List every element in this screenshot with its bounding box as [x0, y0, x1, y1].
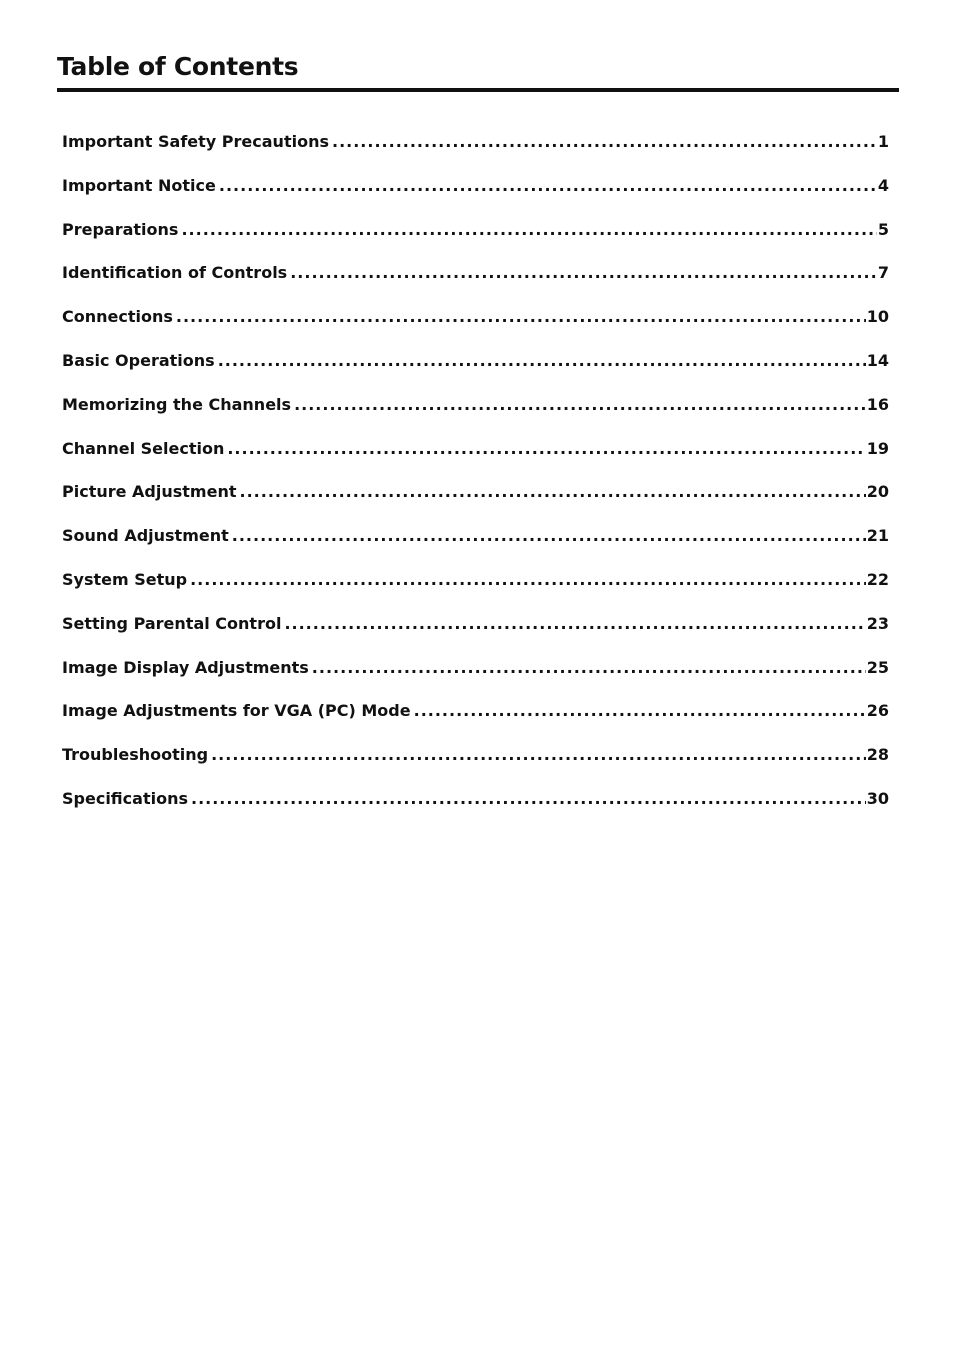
toc-entry[interactable] [62, 130, 889, 174]
toc-entry[interactable] [62, 349, 889, 393]
page-title: Table of Contents [57, 52, 299, 81]
toc-entry-title: Image Display Adjustments [62, 657, 309, 677]
title-divider [57, 88, 899, 92]
dot-leader [190, 568, 866, 592]
toc-entry-title: Image Adjustments for VGA (PC) Mode [62, 701, 411, 721]
dot-leader [232, 524, 866, 548]
dot-leader [312, 656, 866, 680]
toc-entry[interactable] [62, 480, 889, 524]
toc-entry[interactable] [62, 699, 889, 743]
toc-entry[interactable] [62, 261, 889, 305]
toc-entry-title: Identification of Controls [62, 263, 288, 283]
dot-leader [332, 130, 877, 154]
toc-entry[interactable] [62, 787, 889, 831]
dot-leader [191, 787, 866, 811]
toc-entry-page: 10 [866, 307, 889, 327]
toc-entry-page: 26 [866, 701, 889, 721]
toc-entry-page: 14 [866, 350, 889, 370]
dot-leader [218, 349, 866, 373]
toc-entry[interactable] [62, 174, 889, 218]
toc-entry-page: 16 [866, 394, 889, 414]
toc-entry-page: 20 [866, 482, 889, 502]
toc-entry[interactable] [62, 524, 889, 568]
toc-list [62, 130, 889, 831]
toc-entry[interactable] [62, 393, 889, 437]
toc-entry[interactable] [62, 218, 889, 262]
toc-entry-title: System Setup [62, 569, 188, 589]
dot-leader [284, 612, 865, 636]
toc-entry-page: 25 [866, 657, 889, 677]
toc-entry[interactable] [62, 612, 889, 656]
dot-leader [414, 699, 866, 723]
toc-entry-title: Preparations [62, 219, 179, 239]
dot-leader [240, 480, 866, 504]
toc-entry-title: Basic Operations [62, 350, 215, 370]
toc-entry[interactable] [62, 743, 889, 787]
toc-entry[interactable] [62, 568, 889, 612]
dot-leader [294, 393, 866, 417]
dot-leader [219, 174, 877, 198]
toc-entry-title: Picture Adjustment [62, 482, 237, 502]
dot-leader [290, 261, 877, 285]
dot-leader [176, 305, 866, 329]
toc-entry-page: 21 [866, 526, 889, 546]
toc-entry-page: 23 [866, 613, 889, 633]
toc-entry-page: 4 [877, 175, 889, 195]
toc-entry[interactable] [62, 305, 889, 349]
dot-leader [181, 218, 876, 242]
toc-entry-page: 1 [877, 132, 889, 151]
toc-entry[interactable] [62, 437, 889, 481]
dot-leader [211, 743, 866, 767]
toc-entry-title: Connections [62, 307, 173, 327]
toc-entry-title: Troubleshooting [62, 745, 209, 765]
toc-entry-title: Memorizing the Channels [62, 394, 292, 414]
toc-entry-page: 30 [866, 788, 889, 808]
toc-entry-title: Setting Parental Control [62, 613, 282, 633]
toc-entry-title: Specifications [62, 788, 188, 808]
toc-entry-page: 22 [866, 569, 889, 589]
toc-entry-page: 7 [877, 263, 889, 283]
dot-leader [227, 437, 865, 461]
toc-entry-page: 19 [866, 438, 889, 458]
toc-entry-page: 5 [877, 219, 889, 239]
toc-entry[interactable] [62, 656, 889, 700]
toc-entry-title: Sound Adjustment [62, 526, 229, 546]
toc-entry-page: 28 [866, 745, 889, 765]
toc-entry-title: Channel Selection [62, 438, 225, 458]
toc-entry-title: Important Notice [62, 175, 216, 195]
toc-entry-title: Important Safety Precautions [62, 132, 329, 151]
